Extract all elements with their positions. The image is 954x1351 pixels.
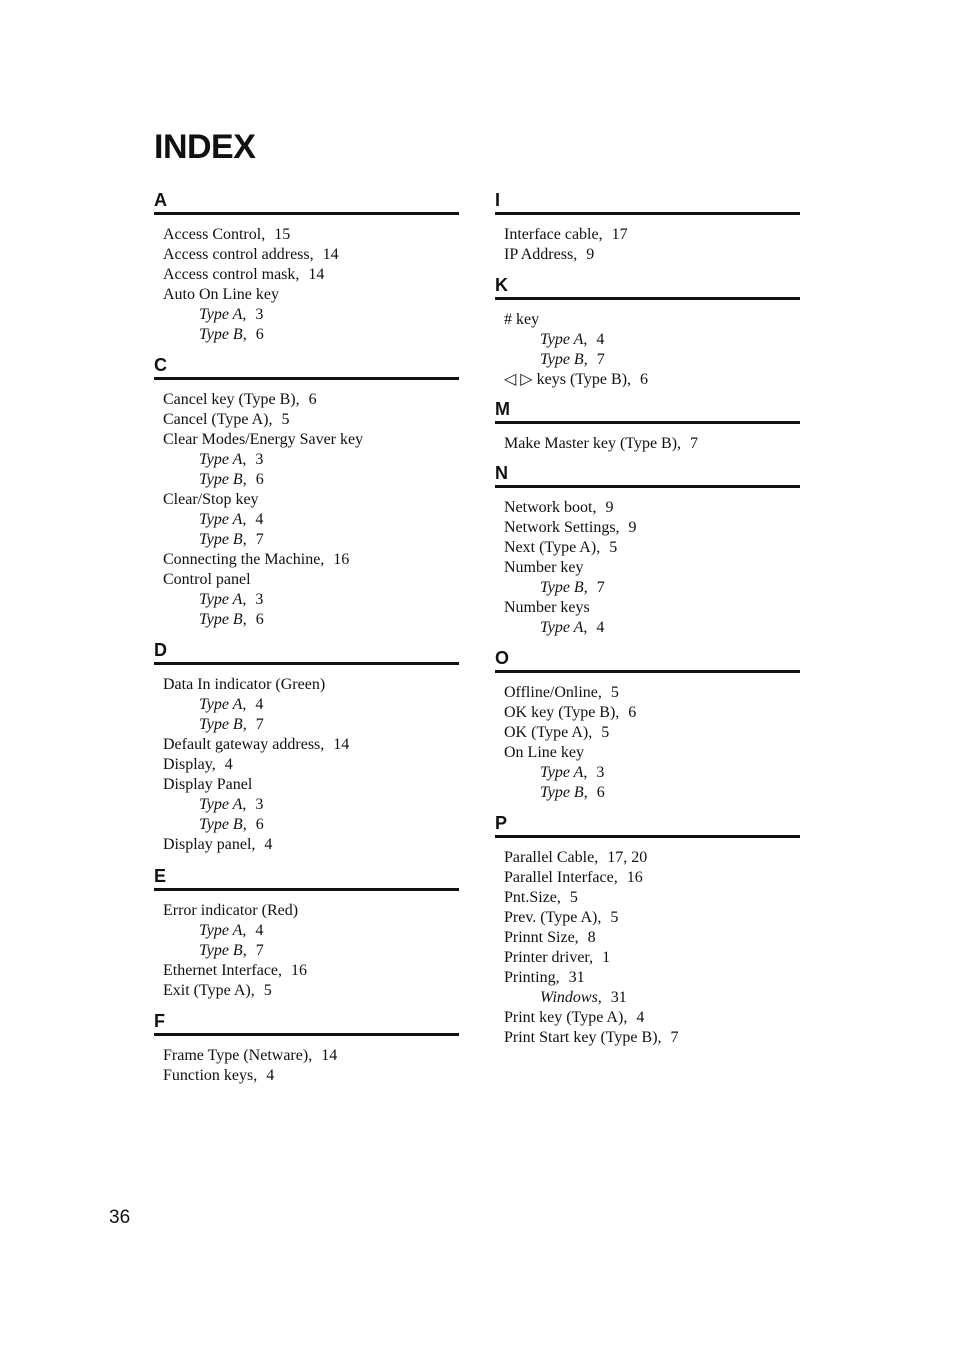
entry-term: Type A xyxy=(199,306,243,323)
entry-page-ref[interactable]: 4 xyxy=(224,756,233,773)
index-entry xyxy=(163,265,459,285)
entry-separator: , xyxy=(320,551,325,568)
entry-separator: , xyxy=(573,246,578,263)
index-entry xyxy=(163,490,459,510)
index-section-i xyxy=(495,188,800,265)
index-subentry xyxy=(163,470,459,490)
entry-page-ref[interactable]: 5 xyxy=(610,684,619,701)
entry-term: Number keys xyxy=(504,599,590,616)
entry-term: Next (Type A) xyxy=(504,539,597,556)
section-letter: D xyxy=(154,638,459,665)
index-entry xyxy=(504,1008,800,1028)
entry-term: Type A xyxy=(199,451,243,468)
index-column-right xyxy=(495,188,800,1048)
entry-separator: , xyxy=(242,531,247,548)
entry-term: Display panel xyxy=(163,836,252,853)
entry-page-ref[interactable]: 5 xyxy=(609,539,618,556)
entry-term: Auto On Line key xyxy=(163,286,279,303)
entry-term: Type B xyxy=(199,611,243,628)
index-subentry xyxy=(163,530,459,550)
entry-separator: , xyxy=(242,591,247,608)
entry-page-ref[interactable]: 7 xyxy=(255,531,264,548)
index-entry xyxy=(504,245,800,265)
index-entry xyxy=(163,755,459,775)
entry-page-ref[interactable]: 6 xyxy=(255,471,264,488)
entry-list xyxy=(495,424,800,454)
entry-page-ref[interactable]: 1 xyxy=(602,949,611,966)
entry-term: Function keys xyxy=(163,1067,254,1084)
entry-term: Type B xyxy=(540,579,584,596)
index-entry xyxy=(163,430,459,450)
entry-term: Type A xyxy=(199,511,243,528)
index-section-c xyxy=(154,353,459,630)
entry-page-ref[interactable]: 31 xyxy=(610,989,627,1006)
index-entry xyxy=(504,538,800,558)
index-column-left xyxy=(154,188,459,1086)
entry-page-ref[interactable]: 7 xyxy=(596,351,605,368)
index-subentry xyxy=(163,921,459,941)
entry-term: Type A xyxy=(199,591,243,608)
entry-term: Number key xyxy=(504,559,584,576)
entry-term: Cancel key (Type B) xyxy=(163,391,296,408)
entry-separator: , xyxy=(598,226,603,243)
entry-separator: , xyxy=(623,1009,628,1026)
entry-term: # key xyxy=(504,311,540,328)
entry-term: Clear Modes/Energy Saver key xyxy=(163,431,364,448)
index-subentry xyxy=(504,578,800,598)
section-letter: K xyxy=(495,273,800,300)
entry-separator: , xyxy=(251,836,256,853)
entry-term: Connecting the Machine xyxy=(163,551,321,568)
entry-term: On Line key xyxy=(504,744,584,761)
index-entry xyxy=(504,598,800,618)
index-entry xyxy=(504,908,800,928)
entry-separator: , xyxy=(627,371,632,388)
index-entry xyxy=(163,901,459,921)
entry-term: Type B xyxy=(199,531,243,548)
index-entry xyxy=(163,1046,459,1066)
entry-term: Type A xyxy=(540,764,584,781)
entry-separator: , xyxy=(308,1047,313,1064)
entry-term: Network boot xyxy=(504,499,593,516)
entry-term: Access control mask xyxy=(163,266,296,283)
entry-term: Prev. (Type A) xyxy=(504,909,598,926)
entry-separator: , xyxy=(309,246,314,263)
index-subentry xyxy=(163,450,459,470)
entry-term: Exit (Type A) xyxy=(163,982,251,999)
entry-term: Type B xyxy=(199,471,243,488)
index-entry xyxy=(163,570,459,590)
entry-separator: , xyxy=(242,942,247,959)
index-entry xyxy=(163,835,459,855)
entry-separator: , xyxy=(242,611,247,628)
index-entry xyxy=(163,675,459,695)
entry-page-ref[interactable]: 17 xyxy=(611,226,628,243)
entry-separator: , xyxy=(596,539,601,556)
entry-separator: , xyxy=(320,736,325,753)
entry-separator: , xyxy=(261,226,266,243)
entry-separator: , xyxy=(583,619,588,636)
index-subentry xyxy=(163,325,459,345)
entry-page-ref[interactable]: 4 xyxy=(266,1067,275,1084)
entry-page-ref[interactable]: 5 xyxy=(610,909,619,926)
index-section-d xyxy=(154,638,459,855)
index-entry xyxy=(504,683,800,703)
entry-separator: , xyxy=(242,922,247,939)
index-subentry xyxy=(163,305,459,325)
index-subentry xyxy=(163,590,459,610)
index-entry xyxy=(163,410,459,430)
entry-separator: , xyxy=(574,929,579,946)
entry-term: Display xyxy=(163,756,212,773)
index-entry xyxy=(504,723,800,743)
entry-list xyxy=(154,380,459,630)
entry-separator: , xyxy=(615,704,620,721)
entry-term: Type B xyxy=(199,816,243,833)
index-subentry xyxy=(163,695,459,715)
entry-separator: , xyxy=(242,696,247,713)
entry-term: Offline/Online xyxy=(504,684,598,701)
entry-page-ref[interactable]: 9 xyxy=(605,499,614,516)
entry-separator: , xyxy=(242,796,247,813)
entry-term: Display Panel xyxy=(163,776,253,793)
index-entry xyxy=(504,310,800,330)
entry-term: Ethernet Interface xyxy=(163,962,279,979)
section-letter: C xyxy=(154,353,459,380)
entry-term: Data In indicator (Green) xyxy=(163,676,326,693)
index-entry xyxy=(504,968,800,988)
entry-separator: , xyxy=(253,1067,258,1084)
entry-separator: , xyxy=(556,889,561,906)
entry-page-ref[interactable]: 14 xyxy=(322,246,339,263)
index-entry xyxy=(163,285,459,305)
entry-separator: , xyxy=(597,684,602,701)
entry-page-ref[interactable]: 6 xyxy=(308,391,317,408)
index-entry xyxy=(163,961,459,981)
entry-page-ref[interactable]: 6 xyxy=(255,816,264,833)
section-letter: F xyxy=(154,1009,459,1036)
entry-page-ref[interactable]: 7 xyxy=(596,579,605,596)
index-entry xyxy=(163,1066,459,1086)
entry-page-ref[interactable]: 3 xyxy=(255,306,264,323)
entry-term: OK (Type A) xyxy=(504,724,589,741)
entry-term: Pnt.Size xyxy=(504,889,557,906)
entry-term: Type A xyxy=(199,796,243,813)
entry-separator: , xyxy=(615,519,620,536)
entry-list xyxy=(495,838,800,1048)
entry-separator: , xyxy=(250,982,255,999)
index-subentry xyxy=(163,610,459,630)
entry-term: Network Settings xyxy=(504,519,616,536)
entry-term: Frame Type (Netware) xyxy=(163,1047,309,1064)
entry-page-ref[interactable]: 4 xyxy=(264,836,273,853)
entry-page-ref[interactable]: 3 xyxy=(255,796,264,813)
entry-separator: , xyxy=(583,764,588,781)
entry-page-ref[interactable]: 9 xyxy=(628,519,637,536)
entry-term: Type A xyxy=(540,331,584,348)
entry-separator: , xyxy=(597,909,602,926)
entry-page-ref[interactable]: 8 xyxy=(587,929,596,946)
entry-page-ref[interactable]: 4 xyxy=(255,696,264,713)
entry-term: ◁ ▷ keys (Type B) xyxy=(504,371,628,388)
index-subentry xyxy=(504,763,800,783)
entry-separator: , xyxy=(583,351,588,368)
index-entry xyxy=(504,558,800,578)
index-entry xyxy=(504,868,800,888)
entry-term: Type B xyxy=(199,942,243,959)
index-entry xyxy=(504,848,800,868)
entry-separator: , xyxy=(657,1029,662,1046)
entry-list xyxy=(154,215,459,345)
entry-term: Print key (Type A) xyxy=(504,1009,624,1026)
entry-list xyxy=(495,673,800,803)
entry-page-ref[interactable]: 16 xyxy=(626,869,643,886)
entry-page-ref[interactable]: 7 xyxy=(255,716,264,733)
index-entry xyxy=(504,948,800,968)
entry-term: Prinnt Size xyxy=(504,929,575,946)
index-subentry xyxy=(163,795,459,815)
index-entry xyxy=(504,888,800,908)
entry-term: Parallel Interface xyxy=(504,869,614,886)
index-section-f xyxy=(154,1009,459,1086)
entry-separator: , xyxy=(583,579,588,596)
section-letter: E xyxy=(154,864,459,891)
entry-separator: , xyxy=(583,331,588,348)
entry-page-ref[interactable]: 3 xyxy=(596,764,605,781)
entry-term: Make Master key (Type B) xyxy=(504,435,678,452)
entry-separator: , xyxy=(242,451,247,468)
section-letter: O xyxy=(495,646,800,673)
index-section-e xyxy=(154,864,459,1001)
entry-page-ref[interactable]: 6 xyxy=(255,326,264,343)
entry-list xyxy=(154,665,459,855)
entry-separator: , xyxy=(594,849,599,866)
entry-term: Type A xyxy=(199,922,243,939)
index-section-p xyxy=(495,811,800,1048)
index-subentry xyxy=(504,988,800,1008)
section-letter: I xyxy=(495,188,800,215)
entry-page-ref[interactable]: 7 xyxy=(690,435,699,452)
entry-term: Default gateway address xyxy=(163,736,321,753)
entry-page-ref[interactable]: 5 xyxy=(569,889,578,906)
index-subentry xyxy=(504,618,800,638)
entry-term: Access control address xyxy=(163,246,310,263)
index-section-m xyxy=(495,397,800,454)
entry-term: Type B xyxy=(199,326,243,343)
index-subentry xyxy=(504,350,800,370)
entry-separator: , xyxy=(583,784,588,801)
entry-term: Printer driver xyxy=(504,949,590,966)
index-entry xyxy=(504,928,800,948)
entry-term: Cancel (Type A) xyxy=(163,411,269,428)
index-entry xyxy=(504,498,800,518)
index-entry xyxy=(163,225,459,245)
index-entry xyxy=(163,390,459,410)
entry-page-ref[interactable]: 7 xyxy=(255,942,264,959)
page-title: INDEX xyxy=(154,128,256,166)
section-letter: N xyxy=(495,461,800,488)
entry-separator: , xyxy=(295,266,300,283)
entry-separator: , xyxy=(555,969,560,986)
entry-separator: , xyxy=(589,949,594,966)
entry-page-ref[interactable]: 3 xyxy=(255,591,264,608)
entry-term: Print Start key (Type B) xyxy=(504,1029,658,1046)
index-entry xyxy=(163,775,459,795)
page-number: 36 xyxy=(109,1207,131,1228)
entry-separator: , xyxy=(242,716,247,733)
entry-separator: , xyxy=(592,499,597,516)
index-entry xyxy=(163,735,459,755)
entry-separator: , xyxy=(242,816,247,833)
entry-list xyxy=(495,300,800,390)
index-entry xyxy=(504,743,800,763)
entry-page-ref[interactable]: 6 xyxy=(596,784,605,801)
section-letter: M xyxy=(495,397,800,424)
entry-term: Type A xyxy=(540,619,584,636)
index-section-n xyxy=(495,461,800,638)
entry-term: Type B xyxy=(199,716,243,733)
index-subentry xyxy=(163,815,459,835)
entry-separator: , xyxy=(677,435,682,452)
entry-page-ref[interactable]: 16 xyxy=(333,551,350,568)
index-section-k xyxy=(495,273,800,390)
entry-page-ref[interactable]: 9 xyxy=(586,246,595,263)
entry-list xyxy=(495,215,800,265)
entry-page-ref[interactable]: 14 xyxy=(308,266,325,283)
index-entry xyxy=(163,981,459,1001)
entry-term: OK key (Type B) xyxy=(504,704,616,721)
section-letter: A xyxy=(154,188,459,215)
entry-list xyxy=(154,891,459,1001)
entry-page-ref[interactable]: 17, 20 xyxy=(607,849,648,866)
entry-term: IP Address xyxy=(504,246,574,263)
entry-page-ref[interactable]: 4 xyxy=(596,619,605,636)
entry-term: Printing xyxy=(504,969,556,986)
entry-page-ref[interactable]: 7 xyxy=(670,1029,679,1046)
entry-page-ref[interactable]: 6 xyxy=(628,704,637,721)
index-entry xyxy=(504,370,800,390)
entry-term: Type A xyxy=(199,696,243,713)
entry-term: Parallel Cable xyxy=(504,849,595,866)
entry-separator: , xyxy=(242,306,247,323)
index-entry xyxy=(504,434,800,454)
entry-separator: , xyxy=(278,962,283,979)
entry-page-ref[interactable]: 5 xyxy=(263,982,272,999)
entry-term: Type B xyxy=(540,784,584,801)
entry-page-ref[interactable]: 6 xyxy=(255,611,264,628)
entry-separator: , xyxy=(295,391,300,408)
entry-page-ref[interactable]: 4 xyxy=(636,1009,645,1026)
entry-separator: , xyxy=(242,326,247,343)
entry-page-ref[interactable]: 4 xyxy=(596,331,605,348)
entry-term: Access Control xyxy=(163,226,262,243)
entry-page-ref[interactable]: 14 xyxy=(321,1047,338,1064)
entry-separator: , xyxy=(588,724,593,741)
index-entry xyxy=(504,225,800,245)
index-subentry xyxy=(163,941,459,961)
entry-page-ref[interactable]: 31 xyxy=(568,969,585,986)
entry-term: Interface cable xyxy=(504,226,599,243)
entry-page-ref[interactable]: 16 xyxy=(291,962,308,979)
entry-list xyxy=(154,1036,459,1086)
index-subentry xyxy=(163,715,459,735)
index-entry xyxy=(163,550,459,570)
entry-term: Error indicator (Red) xyxy=(163,902,299,919)
entry-page-ref[interactable]: 5 xyxy=(601,724,610,741)
index-subentry xyxy=(504,783,800,803)
entry-separator: , xyxy=(613,869,618,886)
index-subentry xyxy=(163,510,459,530)
entry-term: Windows xyxy=(540,989,598,1006)
index-subentry xyxy=(504,330,800,350)
entry-page-ref[interactable]: 4 xyxy=(255,511,264,528)
index-entry xyxy=(504,1028,800,1048)
index-entry xyxy=(504,518,800,538)
entry-separator: , xyxy=(211,756,216,773)
entry-term: Type B xyxy=(540,351,584,368)
entry-page-ref[interactable]: 3 xyxy=(255,451,264,468)
index-entry xyxy=(163,245,459,265)
entry-page-ref[interactable]: 15 xyxy=(274,226,291,243)
entry-page-ref[interactable]: 6 xyxy=(640,371,649,388)
index-entry xyxy=(504,703,800,723)
entry-page-ref[interactable]: 5 xyxy=(281,411,290,428)
entry-separator: , xyxy=(268,411,273,428)
entry-term: Control panel xyxy=(163,571,251,588)
index-section-o xyxy=(495,646,800,803)
entry-list xyxy=(495,488,800,638)
entry-separator: , xyxy=(242,511,247,528)
entry-separator: , xyxy=(242,471,247,488)
section-letter: P xyxy=(495,811,800,838)
index-section-a xyxy=(154,188,459,345)
entry-page-ref[interactable]: 4 xyxy=(255,922,264,939)
entry-page-ref[interactable]: 14 xyxy=(333,736,350,753)
entry-term: Clear/Stop key xyxy=(163,491,259,508)
entry-separator: , xyxy=(597,989,602,1006)
